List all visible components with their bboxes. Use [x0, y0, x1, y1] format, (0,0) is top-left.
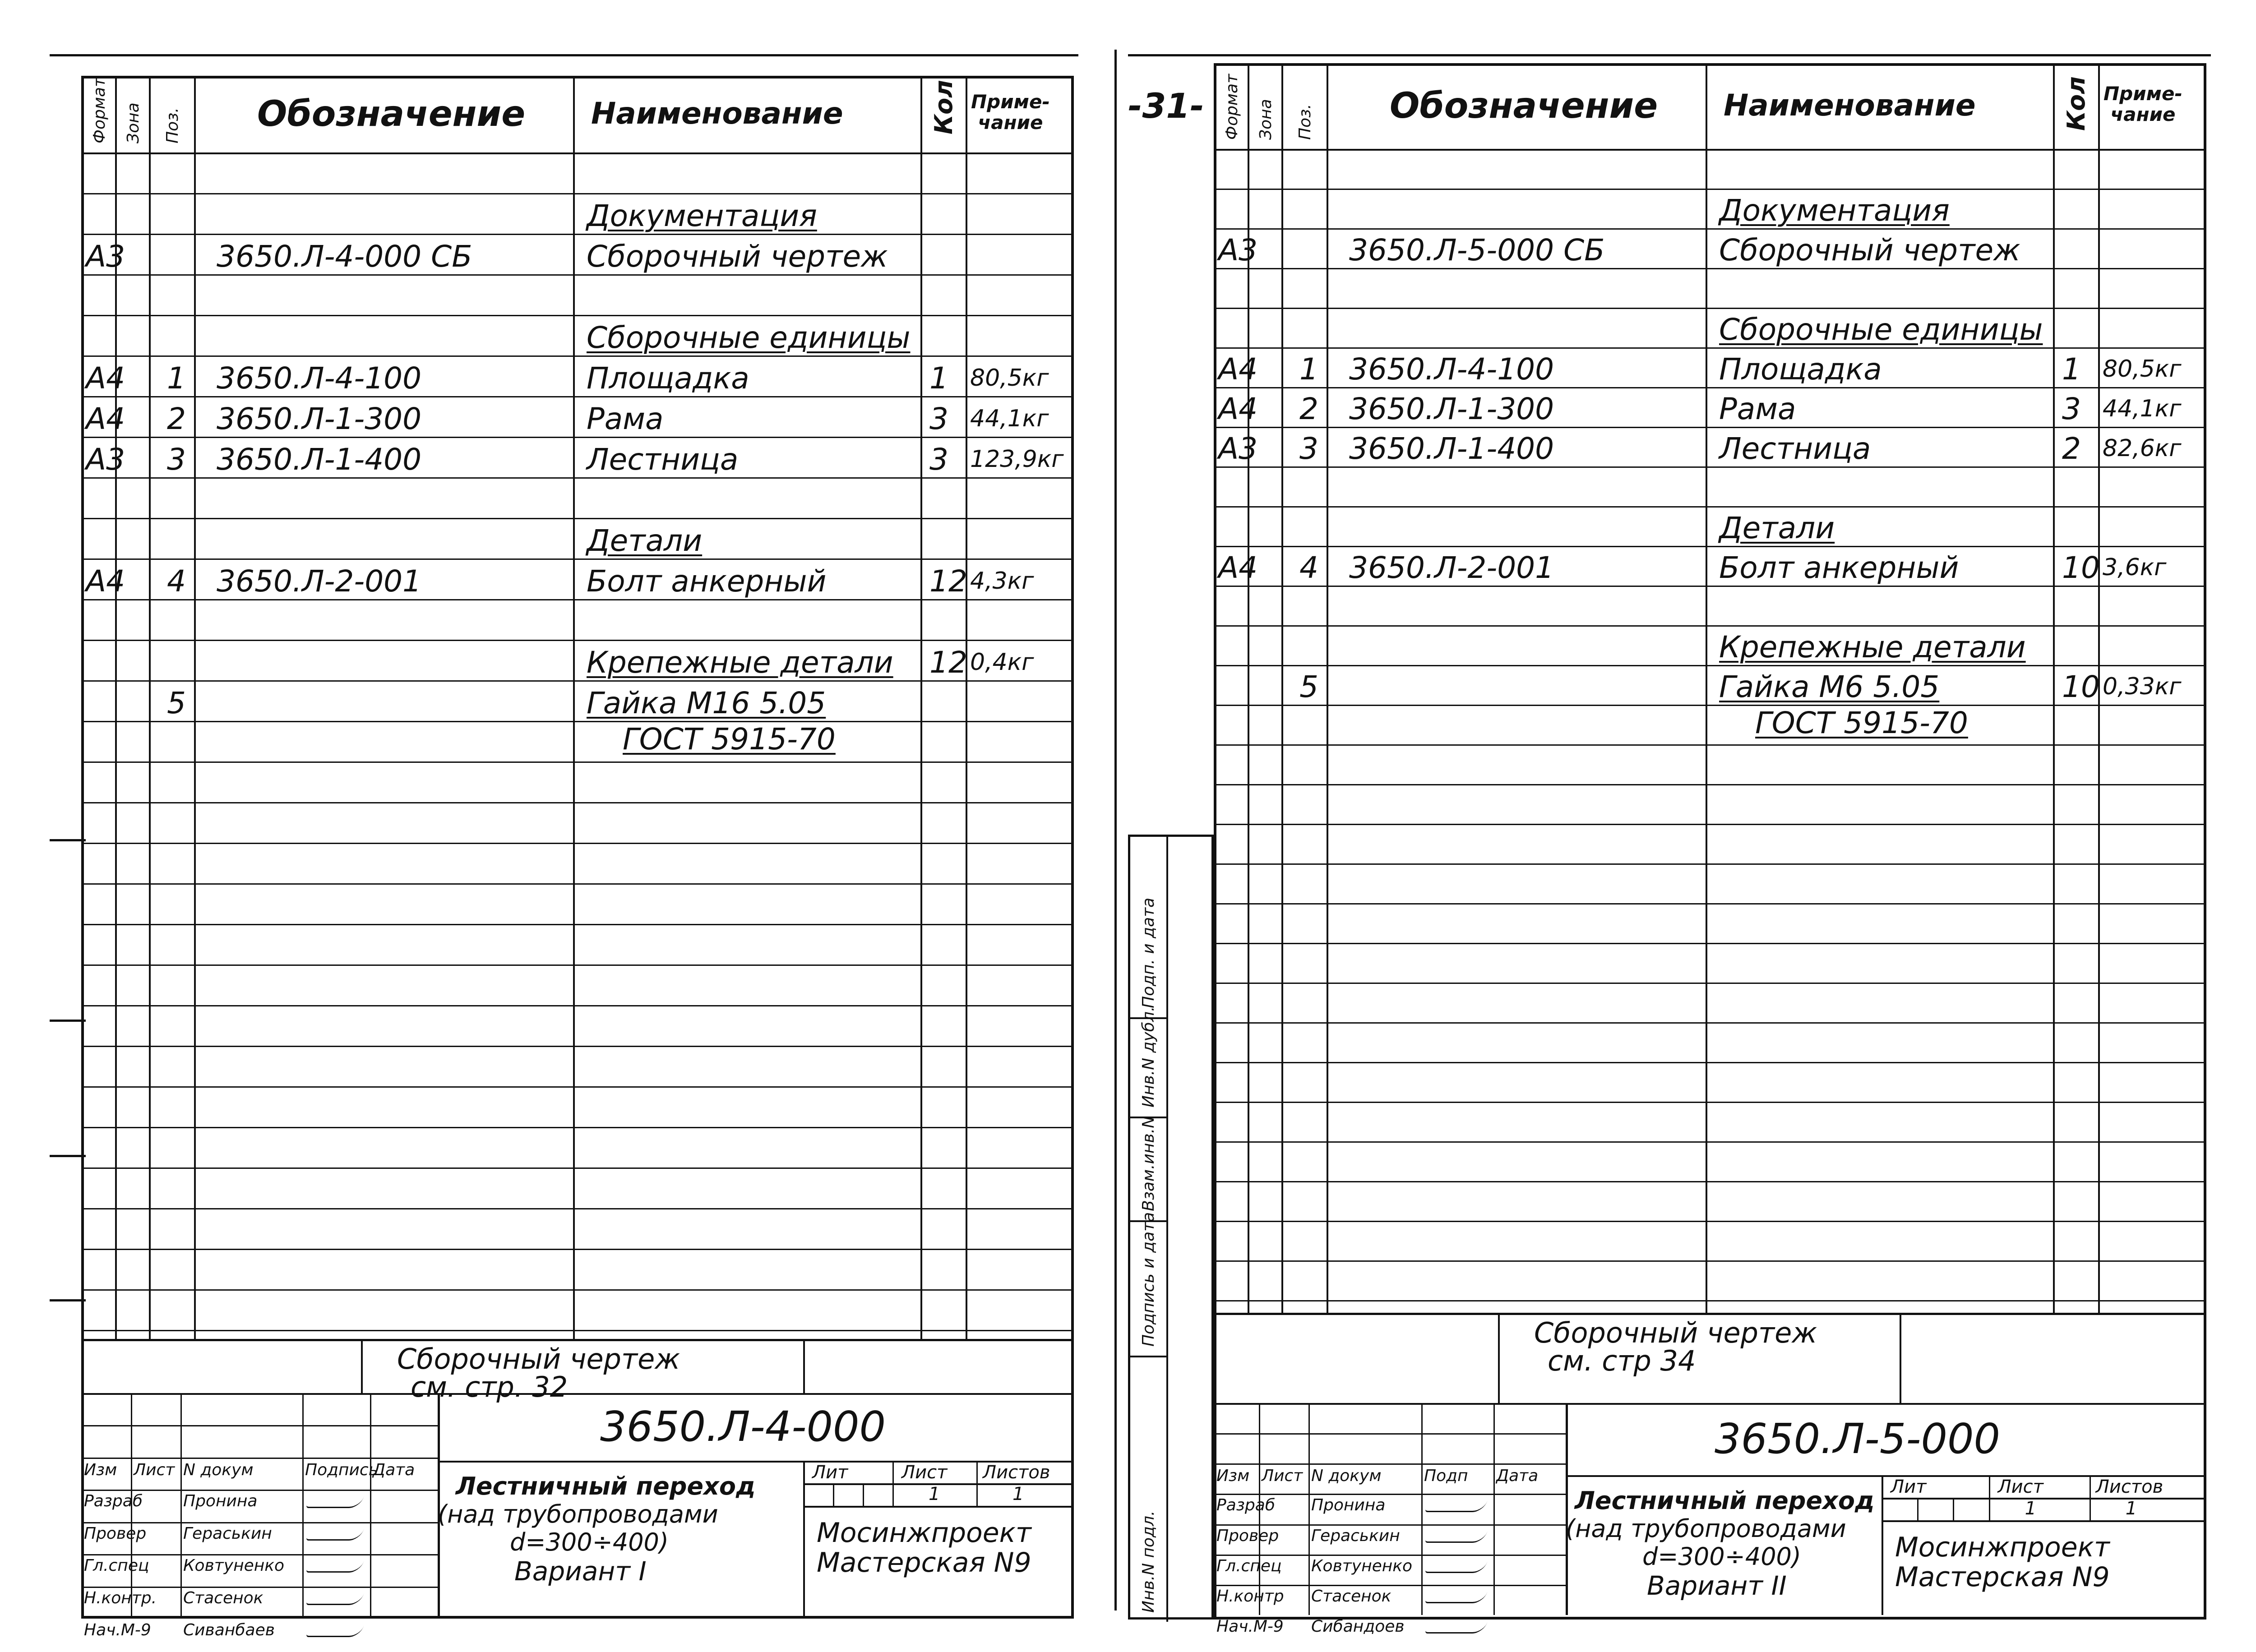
spec-row — [81, 680, 1074, 721]
signature-row-line — [81, 1587, 438, 1588]
name-cell: Площадка — [1719, 352, 1882, 387]
format-cell: А4 — [86, 401, 125, 436]
name-cell: Документация — [1719, 193, 1950, 228]
spec-row — [81, 640, 1074, 680]
name-cell: Рама — [587, 401, 664, 436]
signature-header: Изм — [1216, 1467, 1250, 1486]
signature-column-line — [302, 1393, 304, 1619]
table-header-line — [1214, 149, 2206, 151]
margin-label: Инв.N дубл. — [1139, 1006, 1158, 1107]
name-cell: ГОСТ 5915-70 — [1755, 706, 1968, 740]
position-cell: 5 — [167, 686, 186, 720]
signature-mark — [305, 1626, 364, 1637]
table-row-line — [81, 1167, 1074, 1169]
table-row-line — [1214, 1141, 2206, 1143]
signature-mark — [1424, 1592, 1487, 1603]
name-cell: Болт анкерный — [1719, 550, 1959, 585]
table-row-line — [1214, 784, 2206, 785]
page-number: -31- — [1128, 86, 1204, 126]
designation-cell: 3650.Л-1-300 — [217, 401, 422, 436]
spec-row — [81, 234, 1074, 274]
lit-subcell-line — [1953, 1498, 1954, 1520]
description-divider — [1882, 1475, 1883, 1615]
signer-role: Провер — [1216, 1526, 1279, 1545]
signature-row-line — [1214, 1524, 1566, 1526]
document-code: 3650.Л-5-000 — [1715, 1415, 2001, 1463]
signature-row-line — [81, 1522, 438, 1523]
sheets-label: Листов — [2095, 1477, 2164, 1497]
reference-divider — [361, 1339, 363, 1393]
designation-header: Обозначение — [1390, 86, 1658, 126]
signature-row-line — [81, 1458, 438, 1459]
note-cell: 4,3кг — [970, 568, 1034, 595]
signer-name: Стасенок — [1311, 1587, 1392, 1606]
designation-cell: 3650.Л-4-100 — [217, 361, 422, 396]
sheet-label: Лист — [1997, 1477, 2043, 1497]
margin-label: Подп. и дата — [1139, 897, 1158, 1008]
signature-header: Лист — [134, 1460, 175, 1479]
signature-row-line — [81, 1554, 438, 1555]
format-cell: А3 — [1218, 233, 1258, 268]
document-title-line: Вариант II — [1647, 1570, 1787, 1601]
signature-row-line — [1214, 1433, 1566, 1435]
lit-row-line — [1882, 1520, 2206, 1522]
signer-role: Гл.спец — [1216, 1556, 1282, 1575]
table-row-line — [1214, 1022, 2206, 1024]
table-row-line — [1214, 903, 2206, 904]
quantity-cell: 3 — [929, 401, 948, 436]
name-cell: Лестница — [1719, 431, 1871, 466]
name-cell: Лестница — [587, 442, 739, 477]
spec-row — [1214, 427, 2206, 466]
lit-subcell-line — [1917, 1498, 1919, 1520]
table-row-line — [1214, 824, 2206, 825]
reference-divider — [1498, 1313, 1500, 1403]
name-cell: Детали — [1719, 511, 1835, 545]
quantity-cell: 12 — [929, 564, 967, 599]
spec-row — [81, 274, 1074, 315]
spec-row — [1214, 586, 2206, 625]
stamp-divider — [1566, 1403, 1568, 1615]
edge-mark — [1128, 54, 2211, 56]
spec-row — [1214, 466, 2206, 506]
table-row-line — [1214, 1300, 2206, 1301]
lit-column-line — [892, 1461, 894, 1506]
table-header-line — [81, 152, 1074, 154]
quantity-header: Кол — [929, 80, 958, 134]
note-header: Приме- чание — [971, 91, 1050, 134]
quantity-header: Кол — [2062, 76, 2090, 131]
table-row-line — [81, 1330, 1074, 1331]
document-title-line: Лестничный переход — [456, 1472, 756, 1500]
workshop-name: Мастерская N9 — [1895, 1561, 2110, 1593]
name-header: Наименование — [1724, 88, 1976, 123]
signer-name: Гераськин — [183, 1524, 272, 1543]
lit-column-line — [976, 1461, 978, 1506]
table-row-line — [81, 1289, 1074, 1291]
signer-role: Нач.М-9 — [84, 1621, 151, 1639]
table-row-line — [81, 883, 1074, 885]
signature-row-line — [1214, 1555, 1566, 1556]
format-cell: А3 — [1218, 431, 1258, 466]
spec-row — [1214, 387, 2206, 427]
spec-row — [1214, 268, 2206, 308]
spec-row — [81, 518, 1074, 558]
signer-name: Сиванбаев — [183, 1621, 275, 1639]
title-block-top-line — [81, 1339, 1074, 1341]
sheets-count: 1 — [2125, 1498, 2137, 1519]
spec-row — [81, 558, 1074, 599]
format-header: Формат — [1222, 74, 1241, 140]
table-row-line — [1214, 1260, 2206, 1262]
margin-label: Подпись и дата — [1139, 1212, 1158, 1347]
designation-cell: 3650.Л-2-001 — [1349, 550, 1554, 585]
signer-name: Гераськин — [1311, 1526, 1400, 1545]
name-cell: Площадка — [587, 361, 749, 396]
signature-header: Лист — [1262, 1467, 1303, 1486]
lit-row-line — [803, 1506, 1074, 1508]
designation-header: Обозначение — [257, 94, 526, 134]
signature-row-line — [81, 1490, 438, 1491]
signer-role: Н.контр. — [84, 1588, 157, 1607]
name-cell: Гайка М6 5.05 — [1719, 669, 1940, 704]
position-header: Поз. — [163, 107, 182, 143]
table-row-line — [81, 1249, 1074, 1250]
edge-mark — [50, 54, 1078, 56]
lit-subcell-line — [833, 1483, 834, 1506]
sheet-number: 1 — [2025, 1498, 2037, 1519]
table-row-line — [81, 1086, 1074, 1088]
table-row-line — [81, 802, 1074, 803]
page-reference: см. стр. 32 — [411, 1371, 568, 1403]
lit-column-line — [2090, 1475, 2091, 1520]
quantity-cell: 2 — [2062, 431, 2081, 466]
note-header: Приме- чание — [2103, 83, 2182, 126]
designation-cell: 3650.Л-1-400 — [217, 442, 422, 477]
zone-header: Зона — [1256, 99, 1275, 140]
signature-column-line — [1421, 1403, 1423, 1615]
signature-header: Подп — [1424, 1467, 1468, 1486]
document-title-line: d=300÷400) — [1642, 1542, 1801, 1571]
format-cell: А4 — [1218, 550, 1258, 585]
name-header: Наименование — [591, 96, 843, 131]
format-cell: А3 — [86, 442, 125, 477]
quantity-cell: 1 — [929, 361, 948, 396]
table-row-line — [81, 964, 1074, 966]
table-row-line — [81, 843, 1074, 844]
name-cell: Сборочный чертеж — [587, 239, 888, 274]
signature-column-line — [370, 1393, 371, 1619]
table-row-line — [1214, 1221, 2206, 1222]
note-cell: 123,9кг — [970, 446, 1064, 473]
designation-cell: 3650.Л-1-400 — [1349, 431, 1554, 466]
position-cell: 4 — [167, 564, 186, 599]
spec-row — [1214, 189, 2206, 228]
signature-header: Дата — [373, 1460, 415, 1479]
designation-cell: 3650.Л-4-100 — [1349, 352, 1554, 387]
note-cell: 0,4кг — [970, 649, 1034, 676]
signature-column-line — [1493, 1403, 1495, 1615]
spec-row — [81, 716, 1074, 757]
name-cell: Рама — [1719, 392, 1796, 426]
name-cell: Сборочные единицы — [587, 320, 911, 355]
name-cell: Крепежные детали — [1719, 630, 2026, 664]
note-cell: 80,5кг — [2103, 355, 2182, 383]
format-cell: А4 — [1218, 392, 1258, 426]
code-row-line — [438, 1461, 1074, 1463]
document-title-line: (над трубопроводами — [1566, 1514, 1846, 1543]
signer-role: Разраб — [84, 1492, 143, 1511]
table-row-line — [1214, 744, 2206, 746]
table-row-line — [1214, 863, 2206, 865]
spec-row — [1214, 625, 2206, 665]
name-cell: Болт анкерный — [587, 564, 827, 599]
signature-row-line — [1214, 1585, 1566, 1586]
signature-header: Подпись — [305, 1460, 378, 1479]
name-cell: Сборочные единицы — [1719, 312, 2043, 347]
signature-row-line — [1214, 1463, 1566, 1465]
signer-role: Н.контр — [1216, 1587, 1284, 1606]
reference-row-line — [81, 1393, 1074, 1395]
lit-label: Лит — [1891, 1477, 1927, 1497]
quantity-cell: 10 — [2062, 669, 2100, 704]
format-cell: А3 — [86, 239, 125, 274]
zone-header: Зона — [124, 102, 143, 143]
signature-column-line — [180, 1393, 182, 1619]
signer-name: Ковтуненко — [183, 1556, 285, 1575]
signature-header: Дата — [1496, 1467, 1539, 1486]
workshop-name: Мастерская N9 — [817, 1547, 1031, 1578]
name-cell: ГОСТ 5915-70 — [623, 722, 836, 757]
note-cell: 3,6кг — [2103, 554, 2167, 581]
signer-role: Нач.М-9 — [1216, 1617, 1284, 1636]
table-row-line — [81, 1208, 1074, 1209]
edge-mark — [50, 1299, 86, 1301]
position-cell: 3 — [167, 442, 186, 477]
organization-name: Мосинжпроект — [1895, 1532, 2110, 1563]
spec-row — [81, 396, 1074, 437]
binding-margin-strip — [1128, 835, 1214, 1620]
position-cell: 3 — [1299, 431, 1318, 466]
spec-row — [81, 599, 1074, 640]
quantity-cell: 12 — [929, 645, 967, 680]
lit-subcell-line — [863, 1483, 864, 1506]
designation-cell: 3650.Л-4-000 СБ — [217, 239, 472, 274]
document-title-line: (над трубопроводами — [438, 1500, 718, 1528]
lit-column-line — [1989, 1475, 1990, 1520]
designation-cell: 3650.Л-1-300 — [1349, 392, 1554, 426]
reference-divider — [803, 1339, 805, 1393]
spec-row — [81, 355, 1074, 396]
format-header: Формат — [90, 77, 109, 143]
signature-header: N докум — [183, 1460, 254, 1479]
signature-column-line — [1308, 1403, 1310, 1615]
table-row-line — [1214, 1181, 2206, 1182]
sheet-label: Лист — [901, 1462, 948, 1483]
reference-divider — [1900, 1313, 1901, 1403]
document-title-line: Лестничный переход — [1575, 1486, 1875, 1515]
margin-label: Взам.инв.N — [1139, 1116, 1158, 1211]
edge-mark — [50, 1020, 86, 1022]
spec-row — [81, 193, 1074, 234]
spec-row — [1214, 506, 2206, 546]
signature-mark — [1424, 1532, 1487, 1543]
margin-divider — [1166, 837, 1168, 1622]
signer-role: Разраб — [1216, 1496, 1276, 1515]
left-specification-sheet — [81, 76, 1074, 1639]
spec-row — [1214, 701, 2206, 741]
spec-row — [1214, 665, 2206, 705]
quantity-cell: 3 — [929, 442, 948, 477]
assembly-reference: Сборочный чертеж — [1534, 1316, 1817, 1349]
sheets-label: Листов — [983, 1462, 1050, 1483]
name-cell: Сборочный чертеж — [1719, 233, 2020, 268]
edge-mark — [50, 839, 86, 841]
table-row-line — [81, 1046, 1074, 1047]
signer-name: Сибандоев — [1311, 1617, 1405, 1636]
signer-name: Стасенок — [183, 1588, 264, 1607]
lit-label: Лит — [812, 1462, 848, 1483]
page-reference: см. стр 34 — [1548, 1344, 1696, 1377]
signature-row-line — [81, 1425, 438, 1426]
table-row-line — [81, 1127, 1074, 1128]
signature-mark — [1424, 1622, 1487, 1634]
spec-row — [81, 437, 1074, 477]
spec-row — [81, 477, 1074, 518]
quantity-cell: 3 — [2062, 392, 2081, 426]
sheets-count: 1 — [1012, 1484, 1024, 1504]
table-row-line — [1214, 983, 2206, 984]
spec-row — [1214, 546, 2206, 586]
signature-mark — [1424, 1501, 1487, 1512]
name-cell: Детали — [587, 523, 703, 558]
position-cell: 1 — [167, 361, 186, 396]
note-cell: 80,5кг — [970, 365, 1049, 392]
signature-mark — [305, 1529, 364, 1541]
assembly-reference: Сборочный чертеж — [397, 1343, 680, 1375]
document-code: 3650.Л-4-000 — [600, 1403, 886, 1451]
signature-mark — [305, 1594, 364, 1605]
position-cell: 2 — [1299, 392, 1318, 426]
title-block-top-line — [1214, 1313, 2206, 1315]
signer-role: Гл.спец — [84, 1556, 149, 1575]
sheet-number: 1 — [929, 1484, 940, 1504]
signer-role: Провер — [84, 1524, 147, 1543]
spec-row — [1214, 308, 2206, 347]
organization-name: Мосинжпроект — [817, 1517, 1031, 1549]
table-row-line — [81, 761, 1074, 763]
document-title-line: d=300÷400) — [510, 1528, 669, 1556]
name-cell: Гайка М16 5.05 — [587, 686, 826, 720]
position-header: Поз. — [1296, 104, 1314, 140]
signer-name: Пронина — [183, 1492, 258, 1511]
note-cell: 44,1кг — [2103, 395, 2182, 422]
spec-row — [1214, 347, 2206, 387]
note-cell: 44,1кг — [970, 405, 1049, 432]
signer-name: Ковтуненко — [1311, 1556, 1413, 1575]
note-cell: 82,6кг — [2103, 435, 2182, 462]
table-row-line — [81, 1005, 1074, 1006]
name-cell: Крепежные детали — [587, 645, 893, 680]
format-cell: А4 — [86, 564, 125, 599]
spec-row — [81, 315, 1074, 355]
signature-row-line — [1214, 1494, 1566, 1495]
spec-row — [1214, 228, 2206, 268]
margin-row-line — [1130, 1356, 1166, 1357]
center-fold-line — [1114, 50, 1117, 1610]
document-title-line: Вариант I — [514, 1556, 647, 1587]
position-cell: 1 — [1299, 352, 1318, 387]
margin-label: Инв.N подл. — [1139, 1510, 1158, 1613]
designation-cell: 3650.Л-5-000 СБ — [1349, 233, 1605, 268]
signature-header: Изм — [84, 1460, 117, 1479]
position-cell: 2 — [167, 401, 186, 436]
format-cell: А4 — [1218, 352, 1258, 387]
position-cell: 5 — [1299, 669, 1318, 704]
table-row-line — [1214, 1102, 2206, 1103]
signer-name: Пронина — [1311, 1496, 1386, 1515]
lit-row-line — [1882, 1498, 2206, 1500]
signature-header: N докум — [1311, 1467, 1382, 1486]
edge-mark — [50, 1155, 86, 1157]
table-row-line — [1214, 1062, 2206, 1063]
reference-row-line — [1214, 1403, 2206, 1405]
quantity-cell: 10 — [2062, 550, 2100, 585]
table-row-line — [1214, 943, 2206, 944]
designation-cell: 3650.Л-2-001 — [217, 564, 422, 599]
quantity-cell: 1 — [2062, 352, 2081, 387]
table-row-line — [81, 924, 1074, 925]
name-cell: Документация — [587, 198, 817, 233]
signature-mark — [1424, 1562, 1487, 1573]
note-cell: 0,33кг — [2103, 673, 2182, 700]
format-cell: А4 — [86, 361, 125, 396]
position-cell: 4 — [1299, 550, 1318, 585]
